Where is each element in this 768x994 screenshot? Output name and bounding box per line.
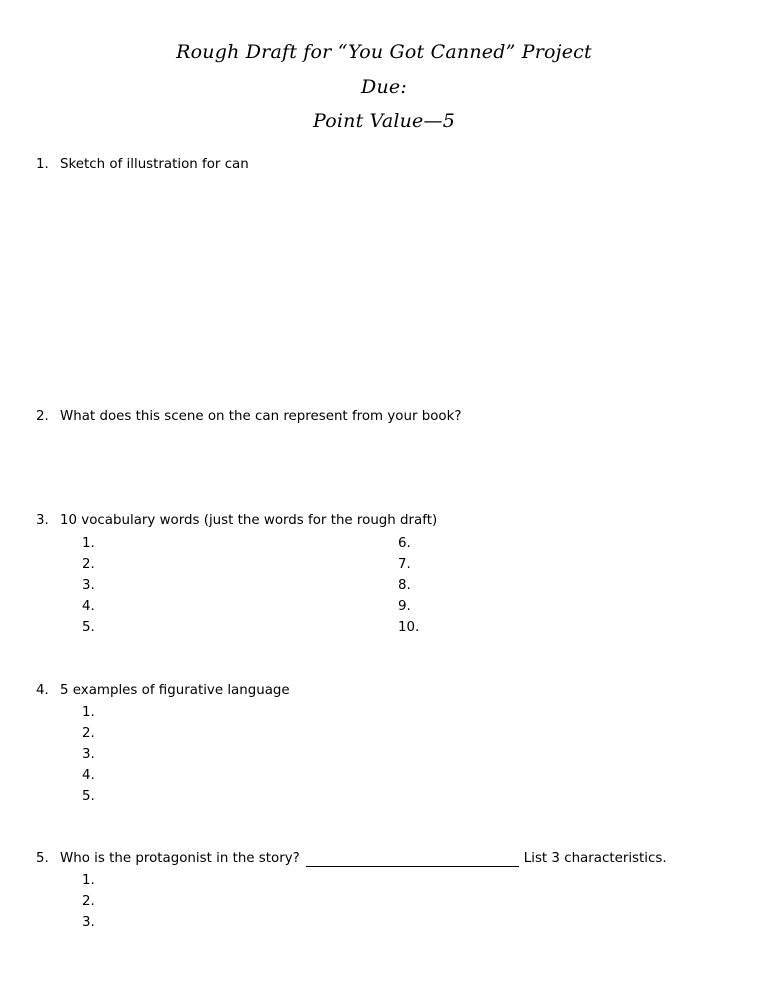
vocab-item: 9. xyxy=(398,599,411,614)
characteristic-item: 1. xyxy=(82,873,95,888)
vocab-item: 4. xyxy=(82,599,95,614)
protagonist-blank[interactable] xyxy=(306,852,519,867)
vocab-item: 6. xyxy=(398,536,411,551)
figurative-item: 4. xyxy=(82,768,95,783)
question-2-number: 2. xyxy=(36,409,49,424)
figurative-item: 5. xyxy=(82,789,95,804)
figurative-item: 3. xyxy=(82,747,95,762)
question-5-text: Who is the protagonist in the story? xyxy=(60,851,300,866)
question-4-number: 4. xyxy=(36,683,49,698)
vocab-item: 7. xyxy=(398,557,411,572)
characteristic-item: 3. xyxy=(82,915,95,930)
point-value-line: Point Value—5 xyxy=(313,110,455,132)
question-5-number: 5. xyxy=(36,851,49,866)
question-1-text: Sketch of illustration for can xyxy=(60,157,249,172)
vocab-item: 5. xyxy=(82,620,95,635)
vocab-item: 1. xyxy=(82,536,95,551)
question-2-text: What does this scene on the can represent from your book? xyxy=(60,409,462,424)
vocab-item: 8. xyxy=(398,578,411,593)
question-3-text: 10 vocabulary words (just the words for the rough draft) xyxy=(60,513,438,528)
question-5-text-after: List 3 characteristics. xyxy=(523,851,667,866)
characteristic-item: 2. xyxy=(82,894,95,909)
question-1-number: 1. xyxy=(36,157,49,172)
vocab-item: 2. xyxy=(82,557,95,572)
question-4-text: 5 examples of figurative language xyxy=(60,683,290,698)
due-line: Due: xyxy=(361,76,407,98)
figurative-item: 2. xyxy=(82,726,95,741)
question-5-line xyxy=(60,851,667,867)
figurative-item: 1. xyxy=(82,705,95,720)
vocab-item: 3. xyxy=(82,578,95,593)
question-3-number: 3. xyxy=(36,513,49,528)
page-title: Rough Draft for “You Got Canned” Project xyxy=(176,41,592,63)
vocab-item: 10. xyxy=(398,620,420,635)
